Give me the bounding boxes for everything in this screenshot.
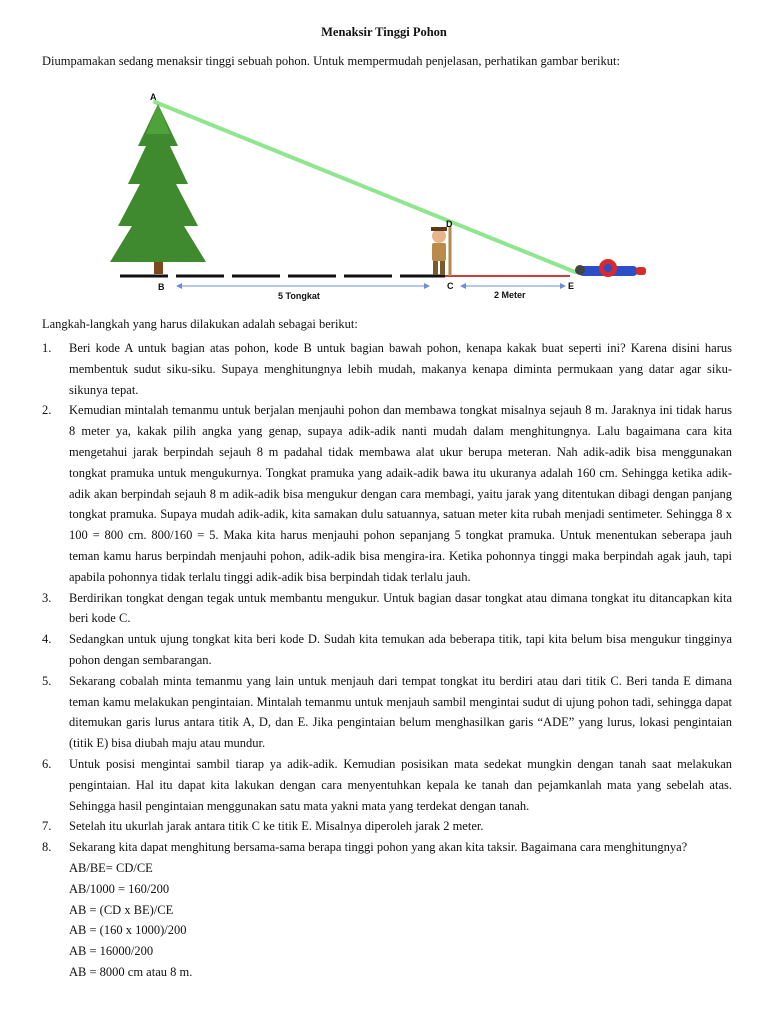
point-label-c: C (447, 281, 454, 291)
point-label-b: B (158, 282, 165, 292)
step-text: Setelah itu ukurlah jarak antara titik C ke titik E. Misalnya diperoleh jarak 2 meter. (69, 819, 484, 834)
page-title: Menaksir Tinggi Pohon (321, 25, 447, 39)
step-number: 5. (42, 673, 52, 688)
step-text: Beri kode A untuk bagian atas pohon, kode B untuk bagian bawah pohon, kenapa kakak buat seperti ini? Karena disini harus membentuk sudut siku-siku. Supaya menghitungnya lebih mudah, makanya kenapa diminta permukaan yang datar agar siku-sikunya tepat. (69, 341, 732, 397)
step-item (42, 816, 732, 837)
step-number: 1. (42, 341, 52, 355)
step-text: Sekarang cobalah minta temanmu yang lain untuk menjauh dari tempat tongkat itu berdiri atau dari titik C. Beri tanda E dimana teman kamu melakukan pengintaian. Mintalah temanmu untuk menjauh sambil mengintai sudut di ujung pohon tadi, sehingga dapat ditemukan garis lurus antara titik A, D, dan E. Jika pengintaian belum menghasilkan garis “ADE” yang lurus, lokasi pengintaian (titik E) bisa diubah maju atau mundur. (69, 673, 732, 751)
step-number: 6. (42, 756, 52, 771)
step-item (42, 671, 732, 754)
step-item (42, 400, 732, 587)
step-text: Berdirikan tongkat dengan tegak untuk membantu mengukur. Untuk bagian dasar tongkat atau dimana tongkat itu ditancapkan kita beri kode C. (69, 590, 732, 626)
intro-paragraph: Diumpamakan sedang menaksir tinggi sebuah pohon. Untuk mempermudah penjelasan, perhatikan gambar berikut: (42, 54, 620, 68)
figure-diagram (100, 86, 660, 306)
calculation-line: AB = 8000 cm atau 8 m. (69, 964, 193, 979)
step-text: Sedangkan untuk ujung tongkat kita beri kode D. Sudah kita temukan ada beberapa titik, tapi kita belum bisa mengukur tingginya pohon dengan sembarangan. (69, 632, 732, 667)
step-number: 2. (42, 403, 52, 418)
point-label-a: A (150, 92, 157, 102)
scout-figure (431, 227, 447, 275)
calculation-line: AB = 16000/200 (69, 944, 154, 959)
point-label-d: D (446, 219, 453, 229)
step-item (42, 754, 732, 816)
step-number: 8. (42, 840, 52, 855)
step-item (42, 338, 732, 400)
steps-list (42, 338, 732, 983)
tree-illustration (110, 104, 206, 274)
step-item (42, 588, 732, 630)
step-text: Kemudian mintalah temanmu untuk berjalan menjauhi pohon dan membawa tongkat misalnya sejauh 8 m. Jaraknya ini tidak harus 8 meter ya, kakak pilih angka yang genap, supaya adik-adik nanti mudah dalam menghitungnya. Lalu bagaimana cara kita mengetahui jarak berpindah sejauh 8 m padahal tidak membawa alat ukur berupa meteran. Nah adik-adik bisa menggunakan tongkat pramuka untuk mengukurnya. Tongkat pramuka yang adaik-adik bawa itu ukuranya adalah 160 cm. Sehingga ketika adik-adik akan berpindah sejauh 8 m adik-adik bisa mengukur dengan cara membagi, yaitu jarak yang ditentukan dibagi dengan panjang tongkat pramuka. Supaya mudah adik-adik, kita samakan dulu satuannya, satuan meter kita rubah menjadi sentimeter. Sehingga 8 x 100 = 800 cm. 800/160 = 5. Maka kita harus menjauhi pohon sepanjang 5 tongkat pramuka. Untuk menentukan seberapa jauh teman kamu harus berpindah menjauhi pohon, adik-adik bisa mengira-ira. Ketika pohonnya tinggi maka berpindah agak jauh, tapi apabila pohonnya tidak terlalu tinggi adik-adik bisa berpindah tidak terlalu jauh. (69, 403, 732, 584)
step-item (42, 837, 732, 983)
segment-label-ce: 2 Meter (494, 290, 526, 300)
tree-height-figure (100, 86, 660, 306)
step-text: Untuk posisi mengintai sambil tiarap ya adik-adik. Kemudian posisikan mata sedekat mungkin dengan tanah saat melakukan pengintaian. Hal itu dapat kita lakukan dengan cara menyentuhkan kepala ke tanah dan pejamkanlah mata yang sebelah atas. Sehingga hasil pengintaian menggunakan satu mata yakni mata yang terdekat dengan tanah. (69, 756, 732, 813)
step-number: 3. (42, 590, 52, 605)
step-text (69, 837, 732, 983)
step-8-text: Sekarang kita dapat menghitung bersama-sama berapa tinggi pohon yang akan kita taksir. Bagaimana cara menghitungnya? (69, 840, 688, 855)
segment-label-bc: 5 Tongkat (278, 291, 320, 301)
sight-line-ade (155, 102, 575, 272)
calculation-line: AB/BE= CD/CE (69, 860, 153, 875)
calculation-line: AB/1000 = 160/200 (69, 881, 170, 896)
point-label-e: E (568, 281, 575, 291)
calculation-line: AB = (160 x 1000)/200 (69, 923, 187, 938)
steps-intro: Langkah-langkah yang harus dilakukan adalah sebagai berikut: (42, 317, 358, 331)
prone-observer-figure (575, 259, 646, 277)
step-number: 7. (42, 819, 52, 834)
calculation-line: AB = (CD x BE)/CE (69, 902, 174, 917)
step-item (42, 629, 732, 671)
step-number: 4. (42, 632, 52, 647)
